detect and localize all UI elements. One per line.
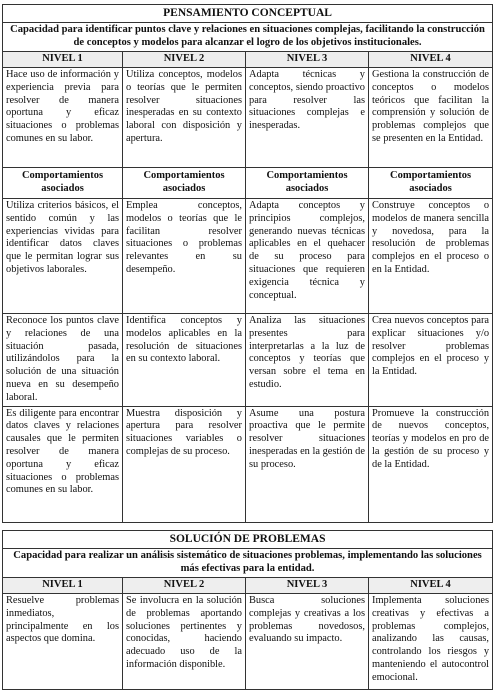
section-title: PENSAMIENTO CONCEPTUAL	[3, 5, 493, 23]
behaviors-header-1: Comportamientos asociados	[3, 168, 123, 199]
level-header-1: NIVEL 1	[3, 52, 123, 68]
behavior-cell: Crea nuevos conceptos para explicar situaciones y/o resolver problemas complejos en el proceso y la Entidad.	[369, 314, 493, 407]
competency-table-pensamiento-conceptual	[2, 4, 493, 523]
behaviors-header-2: Comportamientos asociados	[123, 168, 246, 199]
level-description-1: Resuelve problemas inmediatos, principalmente en los aspectos que domina.	[3, 594, 123, 690]
behavior-cell: Utiliza criterios básicos, el sentido común y las experiencias vividas para identificar datos claves que le permitan lograr sus objetivos laborales.	[3, 199, 123, 314]
level-header-3: NIVEL 3	[246, 52, 369, 68]
level-description-2: Se involucra en la solución de problemas aportando soluciones pertinentes y conocidas, haciendo adecuado uso de la información disponible.	[123, 594, 246, 690]
level-description-1: Hace uso de información y experiencia previa para resolver de manera oportuna y eficaz situaciones o problemas comunes en su labor.	[3, 68, 123, 168]
level-header-3: NIVEL 3	[246, 578, 369, 594]
behavior-cell: Construye conceptos o modelos de manera sencilla y novedosa, para la resolución de problemas complejos en el proceso o en la Entidad.	[369, 199, 493, 314]
level-description-4: Implementa soluciones creativas y efectivas a problemas complejos, analizando las causas, controlando los riesgos y manteniendo el autocontrol emocional.	[369, 594, 493, 690]
section-title: SOLUCIÓN DE PROBLEMAS	[3, 531, 493, 549]
behavior-cell: Asume una postura proactiva que le permite resolver situaciones inesperadas en la gestión de su proceso.	[246, 406, 369, 522]
level-description-2: Utiliza conceptos, modelos o teorías que le permiten resolver situaciones inesperadas en su contexto laboral con disposición y apertura.	[123, 68, 246, 168]
level-header-2: NIVEL 2	[123, 578, 246, 594]
level-description-3: Busca soluciones complejas y creativas a los problemas novedosos, evaluando su impacto.	[246, 594, 369, 690]
section-description: Capacidad para realizar un análisis sistemático de situaciones problemas, implementando las soluciones más efectivas para la entidad.	[3, 549, 493, 578]
level-header-1: NIVEL 1	[3, 578, 123, 594]
behaviors-header-4: Comportamientos asociados	[369, 168, 493, 199]
behavior-cell: Adapta conceptos y principios complejos, generando nuevas técnicas aplicables en el quehacer de su proceso para situaciones que requieren exigencia técnica y conceptual.	[246, 199, 369, 314]
behavior-cell: Es diligente para encontrar datos claves y relaciones causales que le permiten resolver de manera oportuna y eficaz situaciones o problemas comunes en su labor.	[3, 406, 123, 522]
behavior-cell: Analiza las situaciones presentes para interpretarlas a la luz de conceptos y teorías que versan sobre el tema en estudio.	[246, 314, 369, 407]
level-description-4: Gestiona la construcción de conceptos o modelos teóricos que facilitan la comprensión y solución de problemas complejos que se presenten en la Entidad.	[369, 68, 493, 168]
level-header-2: NIVEL 2	[123, 52, 246, 68]
behaviors-header-3: Comportamientos asociados	[246, 168, 369, 199]
competency-table-solucion-de-problemas	[2, 530, 493, 690]
behavior-cell: Identifica conceptos y modelos aplicables en la resolución de situaciones en su contexto laboral.	[123, 314, 246, 407]
behavior-cell: Emplea conceptos, modelos o teorías que le facilitan resolver situaciones o problemas relevantes en su desempeño.	[123, 199, 246, 314]
behavior-cell: Reconoce los puntos clave y relaciones de una situación pasada, utilizándolos para la solución de una situación nueva en su desempeño laboral.	[3, 314, 123, 407]
section-description: Capacidad para identificar puntos clave y relaciones en situaciones complejas, facilitando la construcción de conceptos y modelos para alcanzar el logro de los objetivos institucionales.	[3, 23, 493, 52]
level-header-4: NIVEL 4	[369, 578, 493, 594]
level-header-4: NIVEL 4	[369, 52, 493, 68]
level-description-3: Adapta técnicas y conceptos, siendo proactivo para resolver las situaciones complejas e inesperadas.	[246, 68, 369, 168]
behavior-cell: Muestra disposición y apertura para resolver situaciones variables o complejas de su proceso.	[123, 406, 246, 522]
behavior-cell: Promueve la construcción de nuevos conceptos, teorías y modelos en pro de la gestión de su proceso y de la Entidad.	[369, 406, 493, 522]
